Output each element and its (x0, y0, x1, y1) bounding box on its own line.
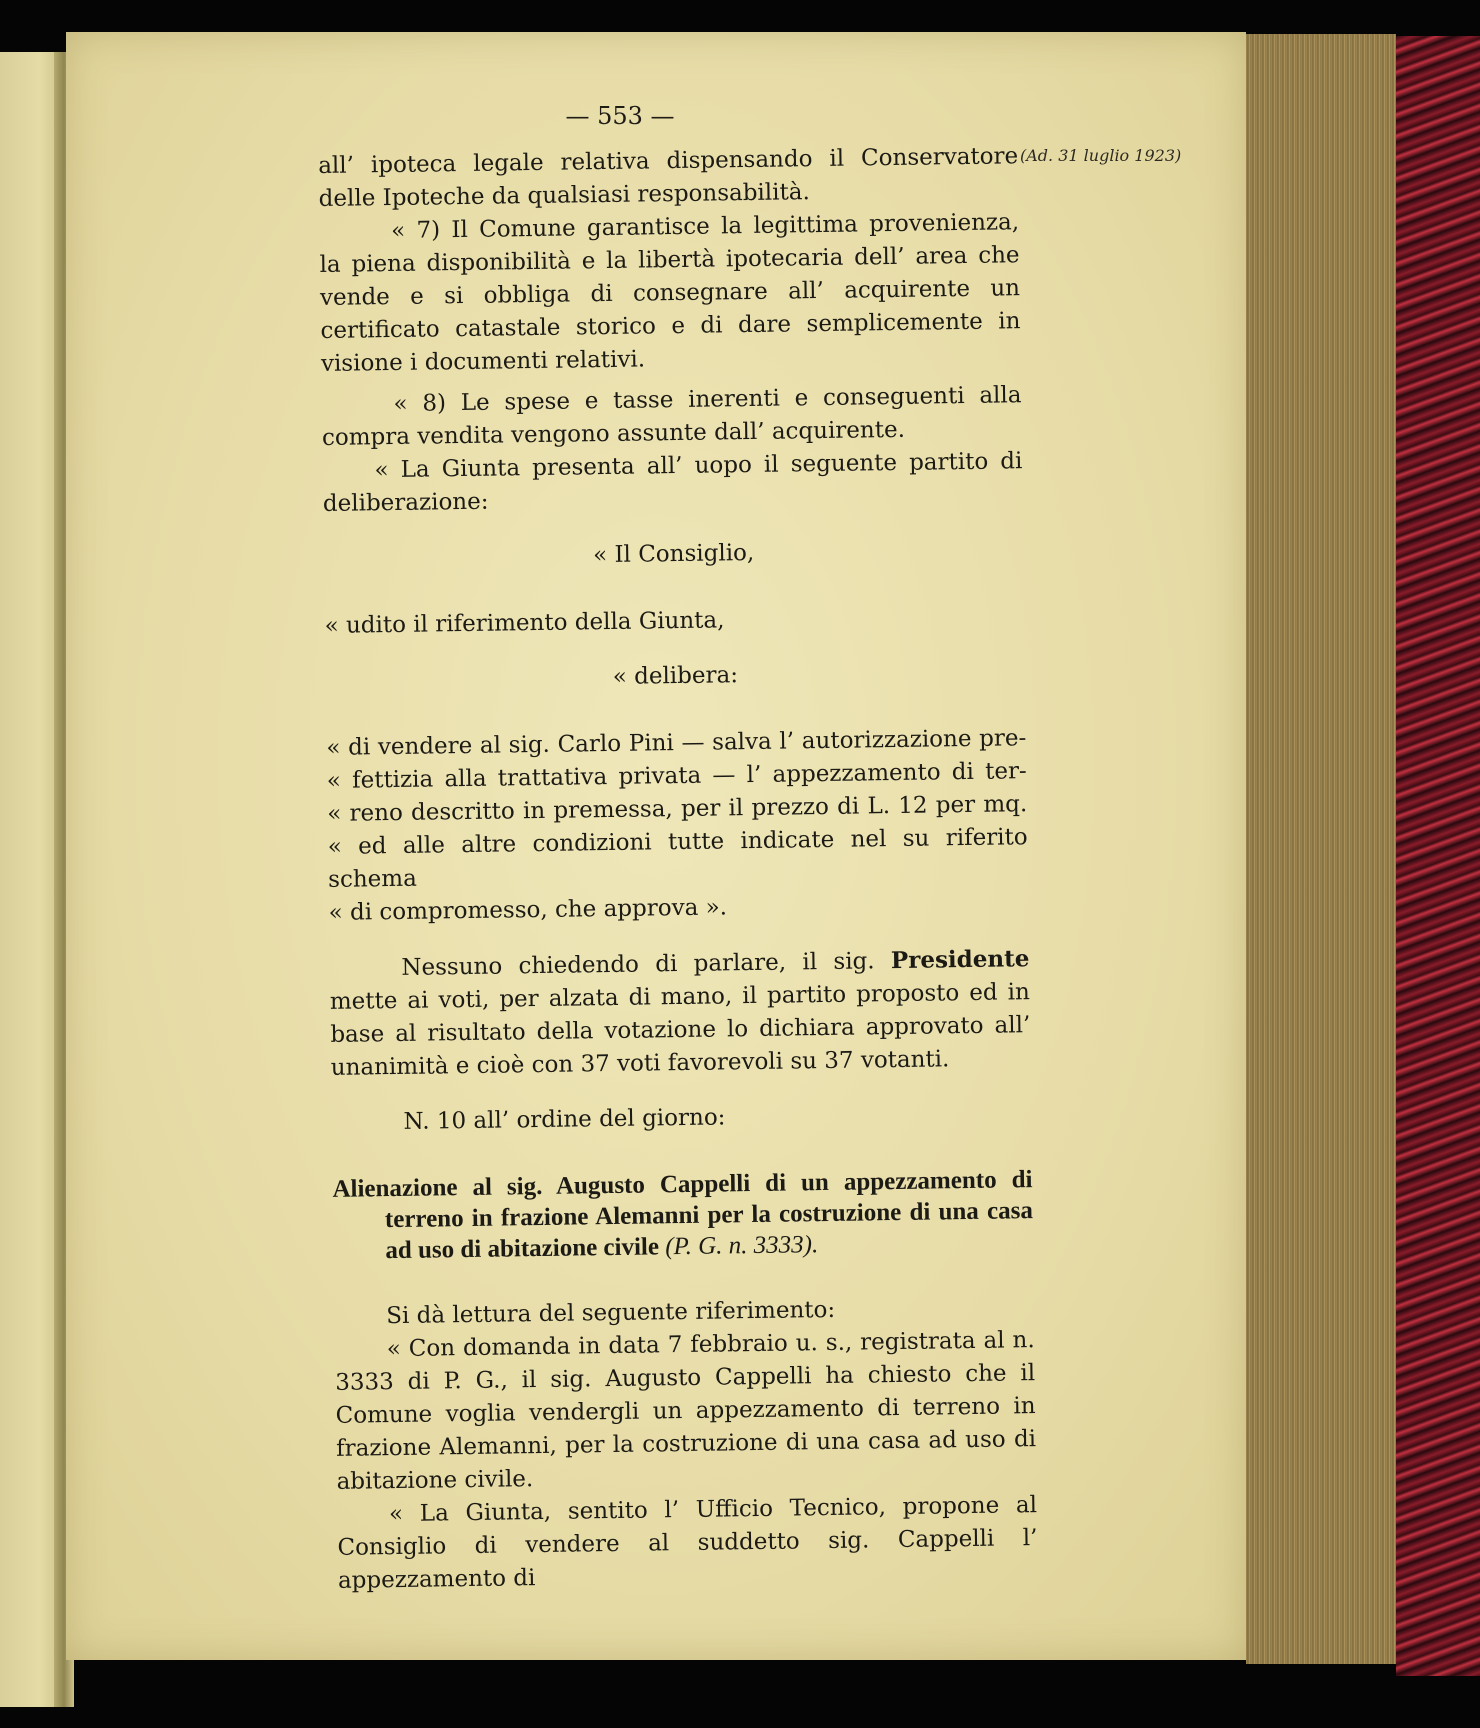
resolution-verb: « delibera: (612, 662, 739, 690)
paragraph: Si dà lettura del seguente riferimento: (386, 1296, 836, 1330)
resolution-opening: « Il Consiglio, (592, 539, 755, 569)
page-block-edges (1246, 34, 1396, 1664)
paragraph: « Con domanda in data 7 febbraio u. s., registrata al n. 3333 di P. G., il sig. Augusto Cappelli ha chiesto che il Comune voglia vendergli un appezzamento di terreno in frazione Alemanni, per la costruzione di una casa ad uso di abitazione civile. (335, 1327, 1037, 1495)
vote-text-start: Nessuno chiedendo di parlare, il sig. (401, 948, 892, 981)
resolution-line: « di compromesso, che approva ». (328, 894, 728, 926)
section-heading-ref: (P. G. n. 3333). (665, 1231, 819, 1261)
resolution-line: « fettizia alla trattativa privata — l’ appezzamento di ter- (326, 758, 1027, 794)
vote-paragraph (329, 942, 1031, 1085)
section-heading-title: Alienazione al sig. Augusto Cappelli di un appezzamento di terreno in frazione Alemanni per la costruzione di una casa ad uso di abitazione civile (332, 1166, 1034, 1265)
page-text (318, 140, 1038, 1598)
paragraph: all’ ipoteca legale relativa dispensando il Conservatore delle Ipoteche da qualsiasi responsabilità. (318, 143, 1019, 212)
agenda-item: N. 10 all’ ordine del giorno: (403, 1104, 726, 1135)
page-number: — 553 — (565, 102, 675, 130)
resolution-clause: « udito il riferimento della Giunta, (324, 607, 725, 639)
paragraph: « La Giunta, sentito l’ Ufficio Tecnico, propone al Consiglio di vendere al suddetto sig. Cappelli l’ appezzamento di (337, 1492, 1038, 1594)
president-label: Presidente (890, 945, 1030, 975)
paragraph: « La Giunta presenta all’ uopo il seguente partito di deliberazione: (322, 448, 1023, 517)
book-cover-marbled (1396, 36, 1480, 1676)
resolution-line: « ed alle altre condizioni tutte indicate nel su riferito schema (327, 824, 1028, 893)
paragraph: « 8) Le spese e tasse inerenti e conseguenti alla compra vendita vengono assunte dall’ acquirente. (321, 382, 1022, 451)
resolution-text (326, 722, 1029, 930)
paragraph: « 7) Il Comune garantisce la legittima provenienza, la piena disponibilità e la libertà ipotecaria dell’ area che vende e si obbliga di consegnare all’ acquirente un certificato catastale storico e di dare semplicemente in visione i documenti relativi. (319, 209, 1021, 377)
resolution-line: « di vendere al sig. Carlo Pini — salva l’ autorizzazione pre- (326, 725, 1027, 761)
margin-date-note: (Ad. 31 luglio 1923) (1020, 146, 1182, 165)
resolution-line: « reno descritto in premessa, per il prezzo di L. 12 per mq. (327, 791, 1028, 827)
section-heading (332, 1164, 1033, 1267)
vote-text-end: mette ai voti, per alzata di mano, il partito proposto ed in base al risultato della votazione lo dichiara approvato all’ unanimità e cioè con 37 voti favorevoli su 37 votanti. (329, 979, 1031, 1081)
